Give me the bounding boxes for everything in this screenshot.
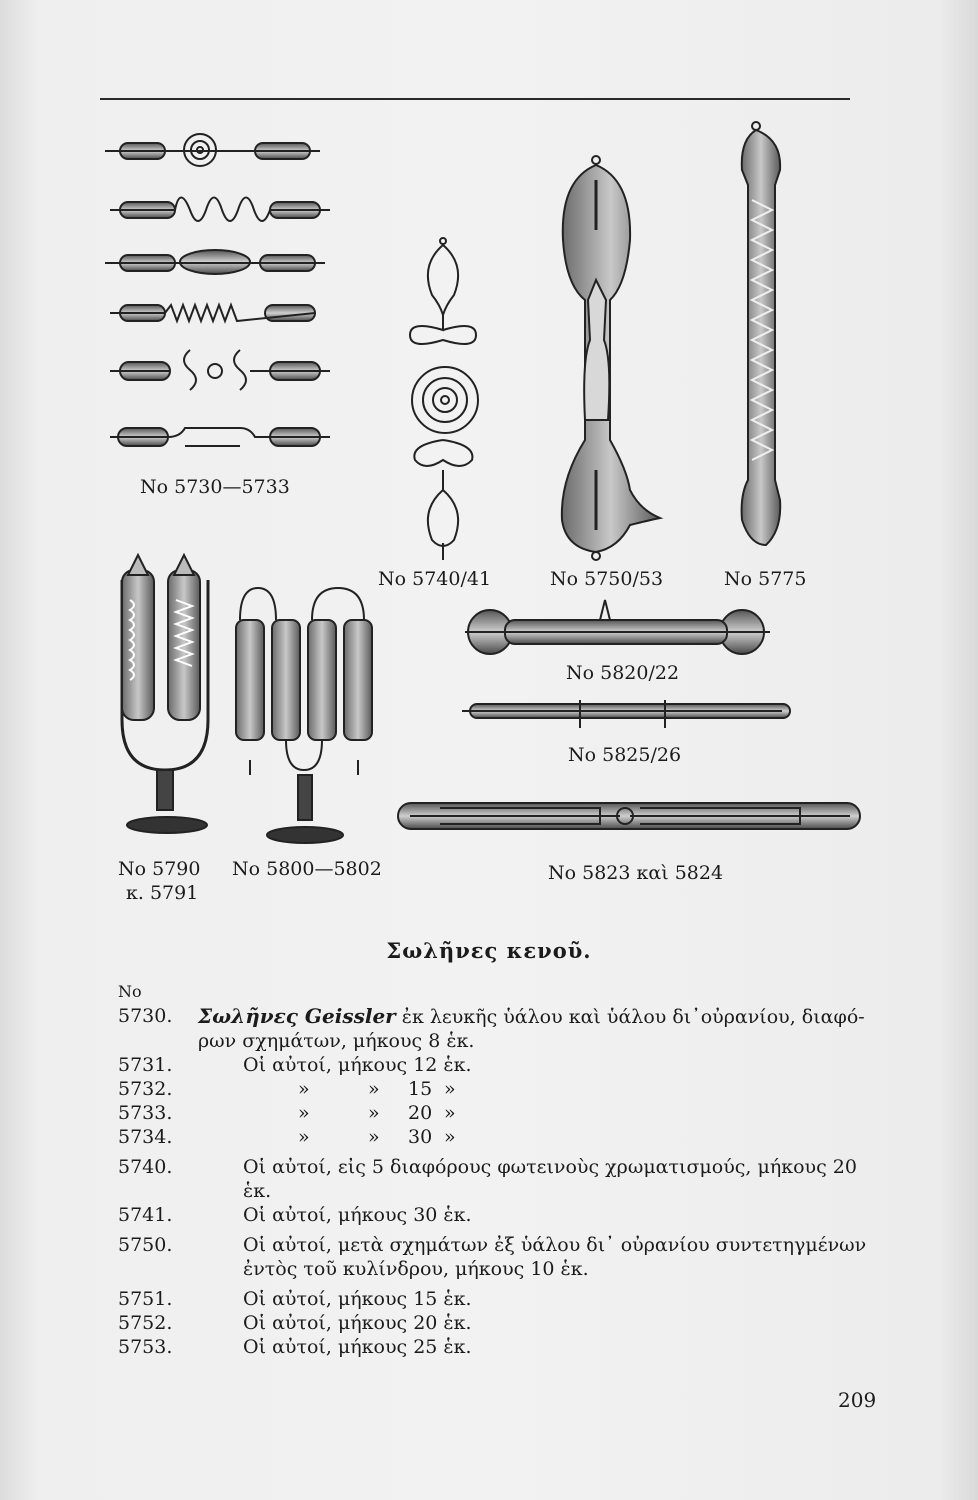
- list-item: [118, 1335, 878, 1359]
- item-text: Οἱ αὐτοί, μήκους 20 ἑκ.: [243, 1312, 472, 1334]
- item-text: Οἱ αὐτοί, μετὰ σχημάτων ἐξ ὑάλου δι᾽ οὐρανίου συντετηγμένων: [243, 1234, 867, 1256]
- list-item: [118, 1311, 878, 1335]
- page-number: 209: [838, 1388, 877, 1412]
- tube-5775: [742, 122, 781, 545]
- item-number: 5741.: [118, 1204, 173, 1226]
- tube-5740: [410, 238, 478, 560]
- list-item: [118, 1053, 878, 1077]
- ditto-mark: »: [444, 1078, 456, 1100]
- list-item: [118, 1077, 878, 1101]
- caption-5800: No 5800—5802: [232, 858, 382, 880]
- item-number: 5731.: [118, 1054, 173, 1076]
- tube-5820: [465, 600, 770, 654]
- item-length: 20: [408, 1102, 433, 1124]
- item-number: 5750.: [118, 1234, 173, 1256]
- caption-5750: No 5750/53: [550, 568, 664, 590]
- list-item: [118, 1203, 878, 1227]
- caption-5791: κ. 5791: [126, 882, 199, 904]
- price-list: [118, 980, 878, 1359]
- tube-5790: [122, 555, 208, 833]
- tube-5823: [398, 803, 860, 829]
- caption-5825: No 5825/26: [568, 744, 682, 766]
- list-item: [118, 1101, 878, 1125]
- item-text: ἐκ λευκῆς ὑάλου καὶ ὑάλου δι᾽οὐρανίου, διαφό-: [401, 1006, 865, 1028]
- caption-5730: No 5730—5733: [140, 476, 290, 498]
- ditto-mark: »: [444, 1102, 456, 1124]
- list-item: [118, 1287, 878, 1311]
- list-item: [118, 1004, 878, 1053]
- caption-5820: No 5820/22: [566, 662, 680, 684]
- list-item: [118, 1155, 878, 1203]
- ditto-mark: »: [298, 1126, 310, 1148]
- ditto-mark: »: [298, 1078, 310, 1100]
- item-text: Οἱ αὐτοί, εἰς 5 διαφόρους φωτεινοὺς χρωματισμούς, μήκους 20 ἑκ.: [243, 1156, 857, 1202]
- item-number: 5734.: [118, 1126, 173, 1148]
- item-number: 5733.: [118, 1102, 173, 1124]
- item-text: Οἱ αὐτοί, μήκους 15 ἑκ.: [243, 1288, 472, 1310]
- item-text-cont: ρων σχημάτων, μήκους 8 ἑκ.: [198, 1030, 475, 1052]
- item-text: Οἱ αὐτοί, μήκους 25 ἑκ.: [243, 1336, 472, 1358]
- item-text: Οἱ αὐτοί, μήκους 12 ἑκ.: [243, 1054, 472, 1076]
- caption-5740: No 5740/41: [378, 568, 492, 590]
- tube-5800: [236, 588, 372, 843]
- ditto-mark: »: [368, 1102, 380, 1124]
- caption-5775: No 5775: [724, 568, 807, 590]
- item-title: Σωλῆνες Geissler: [198, 1004, 396, 1028]
- item-number: 5753.: [118, 1336, 173, 1358]
- ditto-mark: »: [368, 1126, 380, 1148]
- item-number: 5751.: [118, 1288, 173, 1310]
- list-item: [118, 1125, 878, 1149]
- item-number: 5732.: [118, 1078, 173, 1100]
- ditto-mark: »: [298, 1102, 310, 1124]
- section-heading: Σωλῆνες κενοῦ.: [386, 938, 592, 963]
- tube-group-5730: [105, 134, 330, 446]
- item-length: 30: [408, 1126, 433, 1148]
- tube-5750: [562, 156, 660, 560]
- ditto-mark: »: [368, 1078, 380, 1100]
- list-no-label: No: [118, 982, 142, 1001]
- tube-5825: [462, 700, 790, 728]
- caption-5823: No 5823 καὶ 5824: [548, 862, 724, 884]
- item-length: 15: [408, 1078, 433, 1100]
- item-text: Οἱ αὐτοί, μήκους 30 ἑκ.: [243, 1204, 472, 1226]
- item-number: 5740.: [118, 1156, 173, 1178]
- item-text-cont: ἐντὸς τοῦ κυλίνδρου, μήκους 10 ἑκ.: [243, 1258, 589, 1280]
- item-number: 5730.: [118, 1005, 173, 1027]
- list-item: [118, 1233, 878, 1281]
- item-number: 5752.: [118, 1312, 173, 1334]
- caption-5790: No 5790: [118, 858, 201, 880]
- ditto-mark: »: [444, 1126, 456, 1148]
